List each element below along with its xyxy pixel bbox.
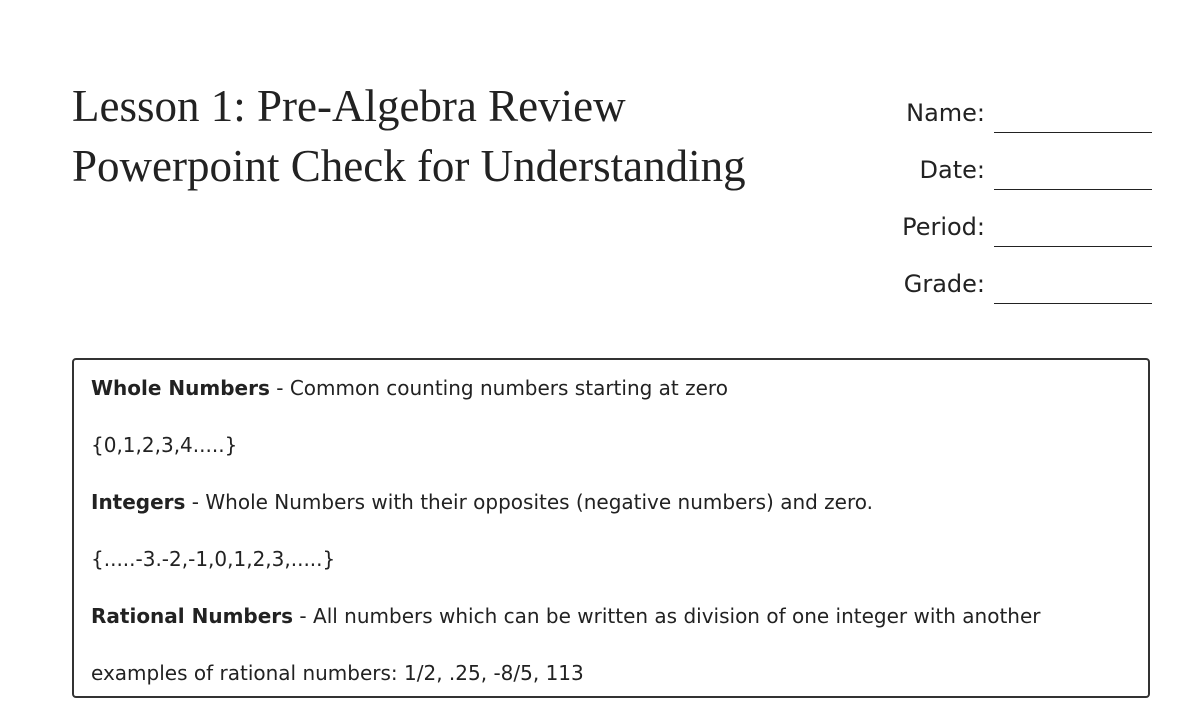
integers-definition (91, 488, 1131, 545)
period-blank[interactable] (994, 206, 1152, 247)
whole-numbers-definition (91, 374, 1131, 431)
period-field[interactable] (902, 190, 1152, 247)
whole-numbers-set: {0,1,2,3,4.....} (91, 433, 238, 457)
name-field[interactable] (902, 76, 1152, 133)
title-line-2: Powerpoint Check for Understanding (72, 141, 746, 191)
rational-numbers-definition (91, 602, 1131, 659)
rational-numbers-text: - All numbers which can be written as division of one integer with another (293, 604, 1041, 628)
period-label: Period: (902, 213, 985, 241)
name-blank[interactable] (994, 92, 1152, 133)
whole-numbers-text: - Common counting numbers starting at zero (269, 376, 728, 400)
student-info-fields (902, 76, 1152, 304)
date-label: Date: (919, 156, 985, 184)
date-field[interactable] (902, 133, 1152, 190)
name-label: Name: (906, 99, 985, 127)
grade-field[interactable] (902, 247, 1152, 304)
worksheet-title (72, 76, 746, 196)
integers-term: Integers (91, 490, 186, 514)
whole-numbers-term: Whole Numbers (91, 376, 270, 400)
definitions-box (72, 358, 1150, 698)
rational-numbers-term: Rational Numbers (91, 604, 294, 628)
grade-blank[interactable] (994, 263, 1152, 304)
date-blank[interactable] (994, 149, 1152, 190)
integers-set: {.....-3.-2,-1,0,1,2,3,.....} (91, 547, 336, 571)
integers-text: - Whole Numbers with their opposites (negative numbers) and zero. (185, 490, 874, 514)
title-line-1: Lesson 1: Pre-Algebra Review (72, 81, 626, 131)
rational-numbers-examples: examples of rational numbers: 1/2, .25, -8/5, 113 (91, 661, 584, 685)
grade-label: Grade: (903, 270, 985, 298)
